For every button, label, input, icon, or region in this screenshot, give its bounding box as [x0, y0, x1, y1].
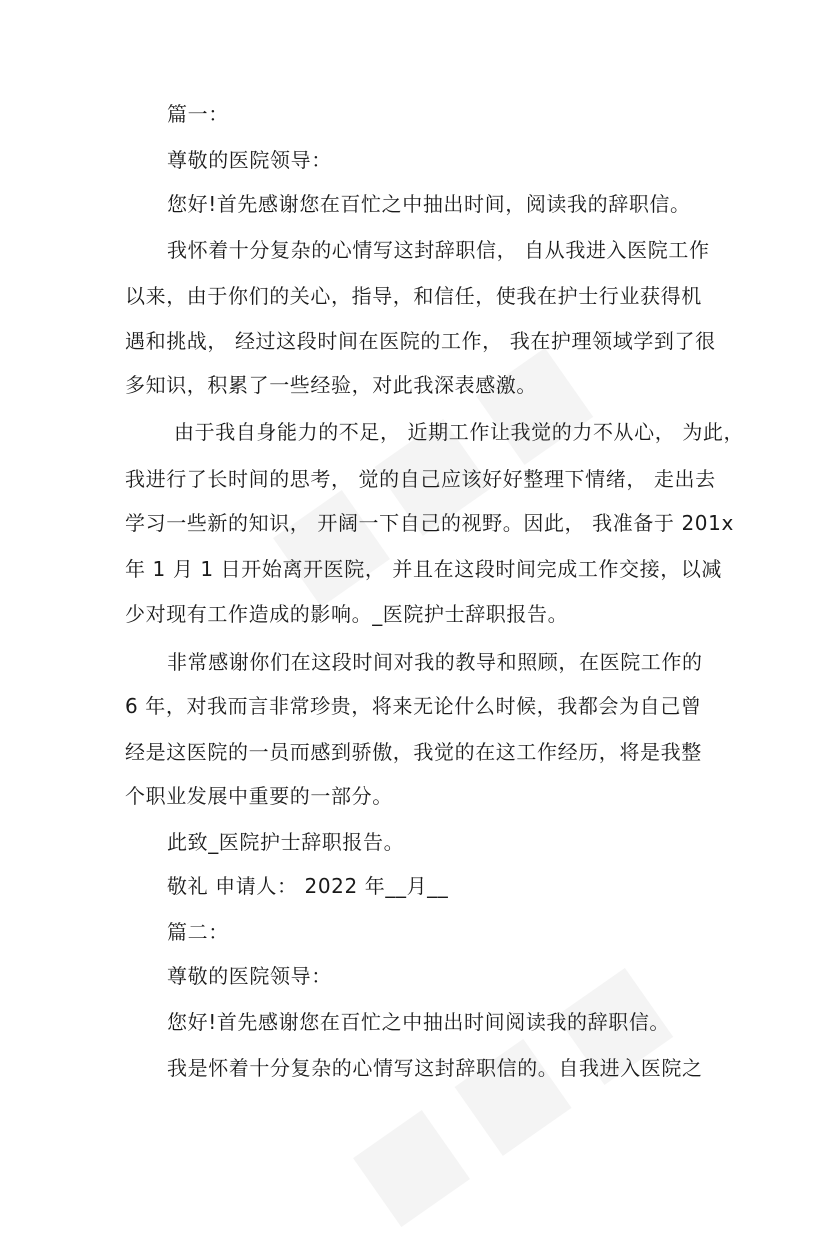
paragraph-line: 非常感谢你们在这段时间对我的教导和照顾，在医院工作的 [167, 650, 703, 674]
paragraph-line: 您好!首先感谢您在百忙之中抽出时间，阅读我的辞职信。 [167, 192, 691, 216]
paragraph-line: 多知识，积累了一些经验，对此我深表感激。 [125, 373, 537, 397]
watermark [327, 925, 705, 1243]
salutation: 尊敬的医院领导： [167, 148, 332, 172]
signature-line: 敬礼 申请人： 2022 年__月__ [167, 874, 449, 898]
paragraph-line: 6 年，对我而言非常珍贵，将来无论什么时候，我都会为自己曾 [125, 694, 702, 718]
salutation: 尊敬的医院领导： [167, 964, 332, 988]
section-heading: 篇二： [167, 920, 229, 944]
paragraph-line: 年 1 月 1 日开始离开医院， 并且在这段时间完成工作交接，以减 [125, 557, 723, 581]
paragraph-line: 由于我自身能力的不足， 近期工作让我觉的力不从心， 为此， [174, 420, 745, 444]
paragraph-line: 我进行了长时间的思考， 觉的自己应该好好整理下情绪， 走出去 [125, 467, 716, 491]
paragraph-line: 个职业发展中重要的一部分。 [125, 784, 393, 808]
paragraph-line: 以来，由于你们的关心，指导，和信任，使我在护士行业获得机 [125, 284, 702, 308]
closing-line: 此致_医院护士辞职报告。 [167, 830, 405, 854]
paragraph-line: 学习一些新的知识， 开阔一下自己的视野。因此， 我准备于 201x [125, 511, 734, 535]
paragraph-line: 遇和挑战， 经过这段时间在医院的工作， 我在护理领域学到了很 [125, 329, 716, 353]
section-heading: 篇一： [167, 102, 229, 126]
paragraph-line: 您好!首先感谢您在百忙之中抽出时间阅读我的辞职信。 [167, 1010, 671, 1034]
paragraph-line: 我是怀着十分复杂的心情写这封辞职信的。自我进入医院之 [167, 1056, 703, 1080]
paragraph-line: 我怀着十分复杂的心情写这封辞职信， 自从我进入医院工作 [167, 238, 710, 262]
paragraph-line: 少对现有工作造成的影响。_医院护士辞职报告。 [125, 602, 569, 626]
paragraph-line: 经是这医院的一员而感到骄傲，我觉的在这工作经历，将是我整 [125, 740, 702, 764]
